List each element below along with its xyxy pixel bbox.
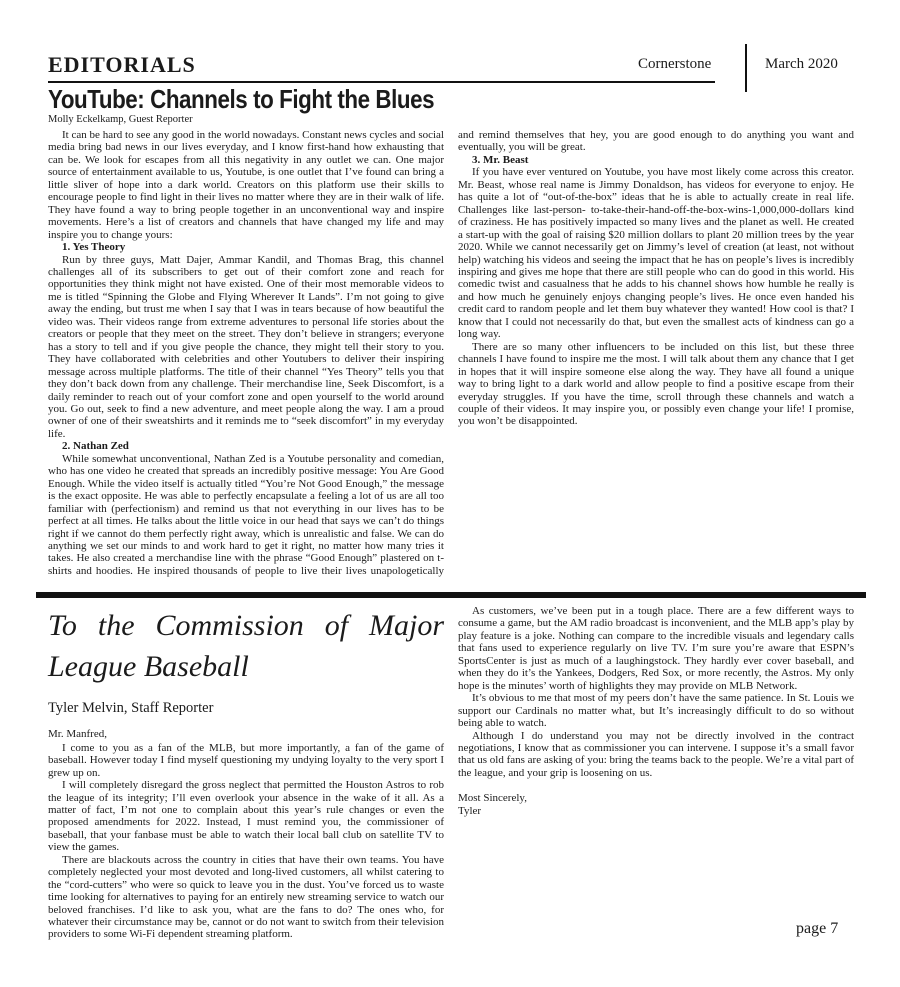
letter-salutation: Mr. Manfred, [48, 728, 107, 741]
article-youtube-body [48, 129, 854, 593]
article-mlb [48, 605, 854, 947]
article-paragraph: Run by three guys, Matt Dajer, Ammar Kandil, and Thomas Brag, this channel challenges all of its subscribers to get out of their comfort zone and reach for opportunities they think might not have existed. One of their most memorable videos to me is titled “Spinning the Globe and Flying Wherever It Lands”. I’m not going to give away the ending, but trust me when I say that I was in tears because of how beautiful the video was. Their videos range from extreme adventures to personal life stories about the creators or people that they meet on the street. They don’t believe in strangers; everyone has a story to tell and if you give people the chance, they might tell their story to you. They have collaborated with celebrities and other Youtubers to deliver their inspiring message across multiple platforms. The title of their channel “Yes Theory” tells you that they don’t back down from any challenge. Their merchandise line, Seek Discomfort, is a daily reminder to reach out of your comfort zone and open yourself to the world around you. Go out, seek to find a new adventure, and meet people along the way. I am a proud owner of one of their sweatshirts and it reminds me to “seek discomfort” in my everyday life. [48, 253, 444, 440]
publication-name: Cornerstone [638, 56, 712, 72]
article-paragraph: I will completely disregard the gross neglect that permitted the Houston Astros to rob the league of its integrity; I’ll even overlook your absence in the wake of it all. As a matter of fact, I’m not one to complain about this year’s rule changes or even the proposed amendments for 2022. Instead, I must remind you, the commissioner of baseball, that your fanbase must be able to watch their local ball club on satellite TV to view the games. [48, 779, 444, 854]
article-mlb-title: To the Commission of Major League Baseball [48, 609, 444, 684]
article-paragraph: If you have ever ventured on Youtube, you have most likely come across this creator. Mr. Beast, whose real name is Jimmy Donaldson, has videos for everyone to enjoy. He has quite a lot of “out-of-the-box” ideas that he is able to actually create in real life. Challenges like last-person- to-take-their-hand-off-the-box-wins-1,000,000-dollars kind of craziness. He has positively impacted so many lives and the planet as well. He created a start-up with the goal of raising $20 million dollars to plant 20 million trees by the year 2020. While we cannot necessarily get on Jimmy’s level of creation (at least, not without help) watching his videos and seeing the impact that he has on people’s lives is incredibly inspiring and gives me hope that there are still people who can do good in this world. His comedic twist and casualness that he adds to his channel shows how humble he really is and how much he genuinely enjoys changing people’s lives. He once even handed his credit card to random people and let them buy whatever they wanted! How cool is that? I know that I could not necessarily do that, but even the smallest acts of kindness can go a long way. [458, 166, 854, 341]
article-paragraph: It can be hard to see any good in the world nowadays. Constant news cycles and social media bring bad news in our lives everyday, and I know first-hand how exhausting that can be. We look for escapes from all this negativity in any outlet we can. One major source of entertainment available to us, Youtube, is one outlet that I’ve found can bring a little sliver of hope into a dark world. Creators on this platform use their skills to encourage people to find light in their lives no matter where they are in their walk of life. They have found a way to bring people together in an unconventional way and inspire movements. Here’s a list of creators and channels that have changed my life and may inspire you to change yours: [48, 129, 444, 241]
article-paragraph: I come to you as a fan of the MLB, but more importantly, a fan of the game of baseball. However today I find myself questioning my undying loyalty to the very sport I grew up on. [48, 741, 444, 779]
article-divider-bar [36, 592, 866, 598]
article-mlb-body [48, 605, 854, 947]
article-paragraph: There are blackouts across the country in cities that have their own teams. You have completely neglected your most devoted and long-lived customers, all whilst catering to the “cord-cutters” who were so quick to leave you in the dust. You’ve forced us to waste time looking for alternatives to paying for an entirely new streaming service to watch our beloved franchises. I’d like to ask you, what are the fans to do? The ones who, for whatever their circumstance may be, cannot or do not want to switch from their television providers to some Wi-Fi dependent streaming platform. [48, 853, 444, 941]
issue-date: March 2020 [765, 56, 838, 72]
section-heading: 2. Nathan Zed [62, 440, 129, 453]
page-number: page 7 [796, 920, 839, 937]
article-youtube-byline: Molly Eckelkamp, Guest Reporter [48, 114, 193, 125]
section-title: EDITORIALS [48, 52, 196, 77]
header-rule [48, 81, 715, 83]
article-youtube [48, 86, 854, 593]
article-paragraph: It’s obvious to me that most of my peers don’t have the same patience. In St. Louis we support our Cardinals no matter what, but It’s increasingly difficult to do so without being able to watch. [458, 692, 854, 730]
header-vertical-divider [745, 44, 747, 92]
article-paragraph: While somewhat unconventional, Nathan Zed is a Youtube personality and comedian, who has one video he created that spreads an incredibly positive message: You Are Good Enough. While the video itself is actually titled “You’re Not Good Enough,” the message is the exact opposite. He was able to perfectly encapsulate a feeling a lot of us are all too familiar with (perfectionism) and remind us that not everything in our lives has to be perfect at all times. He talks about the little voice in our head that says we can’t do things right if we cannot do them perfectly right away, which is unrealistic and false. We can do anything we set our minds to and work hard to get it right, no matter how many tries it takes. He also created a merchandise line with the phrase “Good Enough” plastered on t-shirts and hoodies. He inspired thousands of people to live their lives unapologetically and remind themselves that hey, you are good enough to do anything you want and eventually, you will be great. [48, 129, 854, 577]
section-heading: 1. Yes Theory [62, 241, 126, 254]
closing-phrase: Most Sincerely, [458, 792, 527, 805]
closing-signature: Tyler [458, 804, 482, 817]
article-youtube-title: YouTube: Channels to Fight the Blues [48, 84, 435, 114]
article-paragraph: As customers, we’ve been put in a tough place. There are a few different ways to consume a game, but the AM radio broadcast is inconvenient, and the MLB app’s play by play feature is a joke. Nothing can compare to the incredible visuals and legendary calls that fans used to experience regularly on live TV. I’m sure you’re aware that ESPN’s SportsCenter is just as much of a laughingstock. They hardly ever cover baseball, and when they do it’s the Yankees, Dodgers, Red Sox, or more recently, the Astros. My only hope is the minutes’ worth of highlights they may provide on MLB Network. [458, 605, 854, 692]
letter-closing [458, 792, 854, 817]
article-paragraph: There are so many other influencers to be included on this list, but these three channels I have found to inspire me the most. I will talk about them any chance that I get in hopes that it will inspire someone else along the way. They have all found a unique way to bring light to a dark world and allow people to find a positive escape from their everyday struggles. If you have the time, scroll through these channels and watch a couple of their videos. It may inspire you, or possibly even change your life! I promise, you won’t be disappointed. [458, 340, 854, 428]
section-heading: 3. Mr. Beast [472, 153, 529, 166]
article-paragraph: Although I do understand you may not be directly involved in the contract negotiations, I know that as commissioner you can intervene. I suppose it’s a small favor that us old fans are asking of you: bring the teams back to the people. We’re a vital part of the league, and your grip is loosening on us. [458, 729, 855, 779]
article-mlb-byline: Tyler Melvin, Staff Reporter [48, 699, 214, 716]
